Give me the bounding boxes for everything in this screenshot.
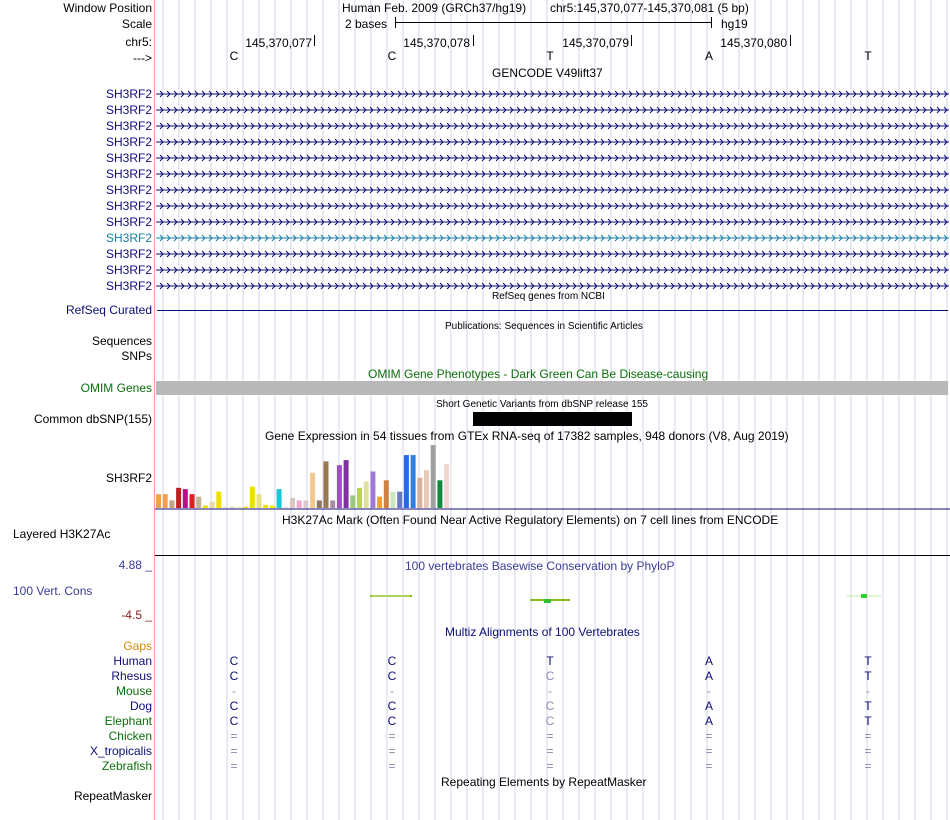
gtex-tissue-bar bbox=[344, 460, 349, 508]
gtex-tissue-bar bbox=[163, 494, 168, 508]
publications-track-title[interactable]: Publications: Sequences in Scientific Articles bbox=[445, 321, 643, 332]
gene-model[interactable] bbox=[156, 89, 949, 99]
gtex-tissue-bar bbox=[243, 507, 248, 508]
coord-label: 145,370,080 bbox=[720, 36, 787, 50]
gtex-tissue-bar bbox=[236, 507, 241, 508]
omim-track-title[interactable]: OMIM Gene Phenotypes - Dark Green Can Be Disease-causing bbox=[368, 367, 709, 381]
alignment-base: C bbox=[545, 714, 555, 728]
gtex-chart[interactable] bbox=[155, 443, 950, 511]
gene-label[interactable]: SH3RF2 bbox=[105, 87, 152, 101]
species-label[interactable]: X_tropicalis bbox=[89, 744, 152, 758]
gene-label[interactable]: SH3RF2 bbox=[105, 151, 152, 165]
alignment-base: T bbox=[864, 654, 872, 668]
phylop-max-label: 4.88 _ bbox=[118, 558, 152, 572]
species-label[interactable]: Human bbox=[113, 654, 152, 668]
publications-label-sequences[interactable]: Sequences bbox=[91, 334, 152, 348]
gtex-tissue-bar bbox=[391, 492, 396, 508]
alignment-base: - bbox=[232, 684, 236, 698]
gtex-tissue-bar bbox=[444, 464, 449, 508]
alignment-base: - bbox=[866, 684, 870, 698]
gtex-tissue-bar bbox=[196, 497, 201, 508]
scale-bar-right bbox=[711, 17, 712, 28]
refseq-line[interactable] bbox=[157, 310, 948, 311]
alignment-base: C bbox=[387, 699, 397, 713]
dbsnp-variant[interactable] bbox=[473, 412, 632, 426]
alignment-base: A bbox=[704, 714, 713, 728]
base-letter: C bbox=[387, 49, 397, 63]
gtex-tissue-bar bbox=[310, 473, 315, 508]
phylop-track-title[interactable]: 100 vertebrates Basewise Conservation by PhyloP bbox=[405, 559, 675, 573]
phylop-label[interactable]: 100 Vert. Cons bbox=[13, 584, 93, 598]
gene-label[interactable]: SH3RF2 bbox=[105, 231, 152, 245]
gene-label[interactable]: SH3RF2 bbox=[105, 215, 152, 229]
gtex-tissue-bar bbox=[190, 494, 195, 508]
alignment-base: = bbox=[230, 744, 238, 758]
phylop-mark bbox=[544, 599, 551, 603]
gtex-tissue-bar bbox=[364, 482, 369, 508]
strand-label: ---> bbox=[133, 51, 152, 65]
alignment-base: = bbox=[546, 744, 554, 758]
gtex-tissue-bar bbox=[417, 478, 422, 508]
coord-label: 145,370,078 bbox=[403, 36, 470, 50]
gene-model[interactable] bbox=[156, 153, 949, 163]
alignment-base: A bbox=[704, 654, 713, 668]
alignment-base: - bbox=[548, 684, 552, 698]
base-letter: A bbox=[704, 49, 713, 63]
alignment-base: C bbox=[229, 654, 239, 668]
gene-model[interactable] bbox=[156, 249, 949, 259]
gaps-label: Gaps bbox=[123, 639, 152, 653]
omim-bar[interactable] bbox=[156, 381, 948, 395]
gtex-tissue-bar bbox=[303, 500, 308, 508]
label-separator bbox=[154, 0, 155, 820]
alignment-base: = bbox=[230, 759, 238, 773]
alignment-base: = bbox=[546, 729, 554, 743]
phylop-min-label: -4.5 _ bbox=[121, 608, 152, 622]
alignment-base: = bbox=[388, 744, 396, 758]
gtex-tissue-bar bbox=[431, 445, 436, 508]
gtex-tissue-bar bbox=[377, 497, 382, 508]
alignment-base: = bbox=[705, 744, 713, 758]
gtex-tissue-bar bbox=[230, 507, 235, 508]
alignment-base: - bbox=[707, 684, 711, 698]
dbsnp-track-title[interactable]: Short Genetic Variants from dbSNP release 155 bbox=[436, 399, 648, 410]
gene-label[interactable]: SH3RF2 bbox=[105, 263, 152, 277]
alignment-base: = bbox=[864, 744, 872, 758]
alignment-base: T bbox=[546, 654, 554, 668]
coord-label: 145,370,077 bbox=[245, 36, 312, 50]
gene-label[interactable]: SH3RF2 bbox=[105, 199, 152, 213]
scale-text: 2 bases bbox=[345, 17, 388, 31]
gtex-tissue-bar bbox=[283, 507, 288, 508]
species-label[interactable]: Chicken bbox=[108, 729, 152, 743]
gtex-tissue-bar bbox=[223, 507, 228, 508]
gtex-tissue-bar bbox=[290, 498, 295, 508]
gtex-tissue-bar bbox=[183, 489, 188, 508]
gene-label[interactable]: SH3RF2 bbox=[105, 183, 152, 197]
alignment-base: C bbox=[229, 699, 239, 713]
alignment-base: C bbox=[545, 669, 555, 683]
alignment-base: T bbox=[864, 699, 872, 713]
multiz-track-title[interactable]: Multiz Alignments of 100 Vertebrates bbox=[445, 625, 640, 639]
gencode-track-title[interactable]: GENCODE V49lift37 bbox=[492, 66, 603, 80]
gene-model[interactable] bbox=[156, 105, 949, 115]
coord-tick bbox=[314, 35, 315, 46]
publications-label-snps[interactable]: SNPs bbox=[121, 349, 152, 363]
gtex-tissue-bar bbox=[250, 487, 255, 508]
gene-model[interactable] bbox=[156, 121, 949, 131]
gene-label[interactable]: SH3RF2 bbox=[105, 135, 152, 149]
refseq-label[interactable]: RefSeq Curated bbox=[65, 303, 152, 317]
gtex-tissue-bar bbox=[337, 465, 342, 508]
gtex-tissue-bar bbox=[357, 488, 362, 508]
species-label[interactable]: Elephant bbox=[104, 714, 152, 728]
alignment-base: C bbox=[545, 699, 555, 713]
base-letter: C bbox=[229, 49, 239, 63]
position-text[interactable]: chr5:145,370,077-145,370,081 (5 bp) bbox=[550, 1, 749, 15]
omim-label[interactable]: OMIM Genes bbox=[80, 381, 152, 395]
gtex-tissue-bar bbox=[270, 505, 275, 508]
alignment-base: A bbox=[704, 699, 713, 713]
alignment-base: C bbox=[229, 669, 239, 683]
gtex-tissue-bar bbox=[210, 502, 215, 508]
alignment-base: A bbox=[704, 669, 713, 683]
base-letter: T bbox=[546, 49, 554, 63]
alignment-base: = bbox=[705, 729, 713, 743]
species-label[interactable]: Mouse bbox=[115, 684, 152, 698]
gtex-tissue-bar bbox=[437, 480, 442, 508]
gtex-tissue-bar bbox=[176, 488, 181, 508]
gtex-tissue-bar bbox=[156, 494, 161, 508]
gene-model[interactable] bbox=[156, 217, 949, 227]
coord-tick bbox=[790, 35, 791, 46]
coord-label: 145,370,079 bbox=[562, 36, 629, 50]
alignment-base: C bbox=[229, 714, 239, 728]
alignment-base: = bbox=[388, 729, 396, 743]
gtex-tissue-bar bbox=[397, 492, 402, 508]
gtex-tissue-bar bbox=[263, 505, 268, 508]
gtex-label[interactable]: SH3RF2 bbox=[105, 471, 152, 485]
h3k27ac-track-title[interactable]: H3K27Ac Mark (Often Found Near Active Regulatory Elements) on 7 cell lines from ENCODE bbox=[282, 513, 779, 527]
gene-label[interactable]: SH3RF2 bbox=[105, 103, 152, 117]
gtex-tissue-bar bbox=[203, 505, 208, 508]
gene-label[interactable]: SH3RF2 bbox=[105, 279, 152, 293]
assembly-name: Human Feb. 2009 (GRCh37/hg19) bbox=[342, 1, 527, 15]
species-label[interactable]: Dog bbox=[129, 699, 152, 713]
alignment-base: C bbox=[387, 654, 397, 668]
gtex-tissue-bar bbox=[277, 489, 282, 508]
gene-label[interactable]: SH3RF2 bbox=[105, 119, 152, 133]
alignment-base: T bbox=[864, 714, 872, 728]
gtex-tissue-bar bbox=[424, 470, 429, 508]
gene-label[interactable]: SH3RF2 bbox=[105, 247, 152, 261]
gtex-tissue-bar bbox=[317, 500, 322, 508]
gtex-track-title[interactable]: Gene Expression in 54 tissues from GTEx RNA-seq of 17382 samples, 948 donors (V8, Aug 2019) bbox=[265, 429, 789, 443]
gtex-tissue-bar bbox=[257, 494, 262, 508]
gtex-tissue-bar bbox=[169, 500, 174, 508]
gene-model[interactable] bbox=[156, 137, 949, 147]
chrom-label: chr5: bbox=[125, 35, 152, 49]
alignment-base: C bbox=[387, 669, 397, 683]
gene-model[interactable] bbox=[156, 185, 949, 195]
gene-model[interactable] bbox=[156, 201, 949, 211]
h3k27ac-baseline bbox=[155, 555, 950, 556]
dbsnp-label[interactable]: Common dbSNP(155) bbox=[33, 412, 152, 426]
gtex-tissue-bar bbox=[411, 455, 416, 508]
gene-label[interactable]: SH3RF2 bbox=[105, 167, 152, 181]
scale-bar bbox=[395, 22, 712, 23]
species-label[interactable]: Rhesus bbox=[111, 669, 152, 683]
alignment-base: = bbox=[230, 729, 238, 743]
alignment-base: = bbox=[705, 759, 713, 773]
alignment-base: = bbox=[388, 759, 396, 773]
gene-model[interactable] bbox=[156, 265, 949, 275]
gtex-tissue-bar bbox=[216, 492, 221, 508]
scale-label: Scale bbox=[121, 17, 152, 31]
window-position-label: Window Position bbox=[63, 1, 152, 15]
base-letter: T bbox=[864, 49, 872, 63]
gtex-tissue-bar bbox=[297, 500, 302, 508]
alignment-base: = bbox=[864, 759, 872, 773]
alignment-base: = bbox=[864, 729, 872, 743]
alignment-base: - bbox=[390, 684, 394, 698]
gene-model[interactable] bbox=[156, 233, 949, 243]
gtex-tissue-bar bbox=[330, 500, 335, 508]
alignment-base: = bbox=[546, 759, 554, 773]
gtex-tissue-bar bbox=[324, 461, 329, 508]
gtex-tissue-bar bbox=[350, 495, 355, 508]
species-label[interactable]: Zebrafish bbox=[101, 759, 152, 773]
coord-tick bbox=[473, 35, 474, 46]
h3k27ac-label[interactable]: Layered H3K27Ac bbox=[13, 527, 111, 541]
phylop-mark bbox=[861, 594, 867, 598]
refseq-track-title[interactable]: RefSeq genes from NCBI bbox=[492, 291, 605, 302]
gtex-tissue-bar bbox=[370, 471, 375, 508]
repeatmasker-track-title[interactable]: Repeating Elements by RepeatMasker bbox=[441, 775, 647, 789]
gtex-tissue-bar bbox=[404, 455, 409, 508]
gtex-tissue-bar bbox=[384, 480, 389, 508]
db-label: hg19 bbox=[721, 17, 748, 31]
phylop-graph[interactable] bbox=[155, 585, 950, 615]
repeatmasker-label[interactable]: RepeatMasker bbox=[73, 789, 152, 803]
alignment-base: T bbox=[864, 669, 872, 683]
gene-model[interactable] bbox=[156, 169, 949, 179]
coord-tick bbox=[631, 35, 632, 46]
alignment-base: C bbox=[387, 714, 397, 728]
